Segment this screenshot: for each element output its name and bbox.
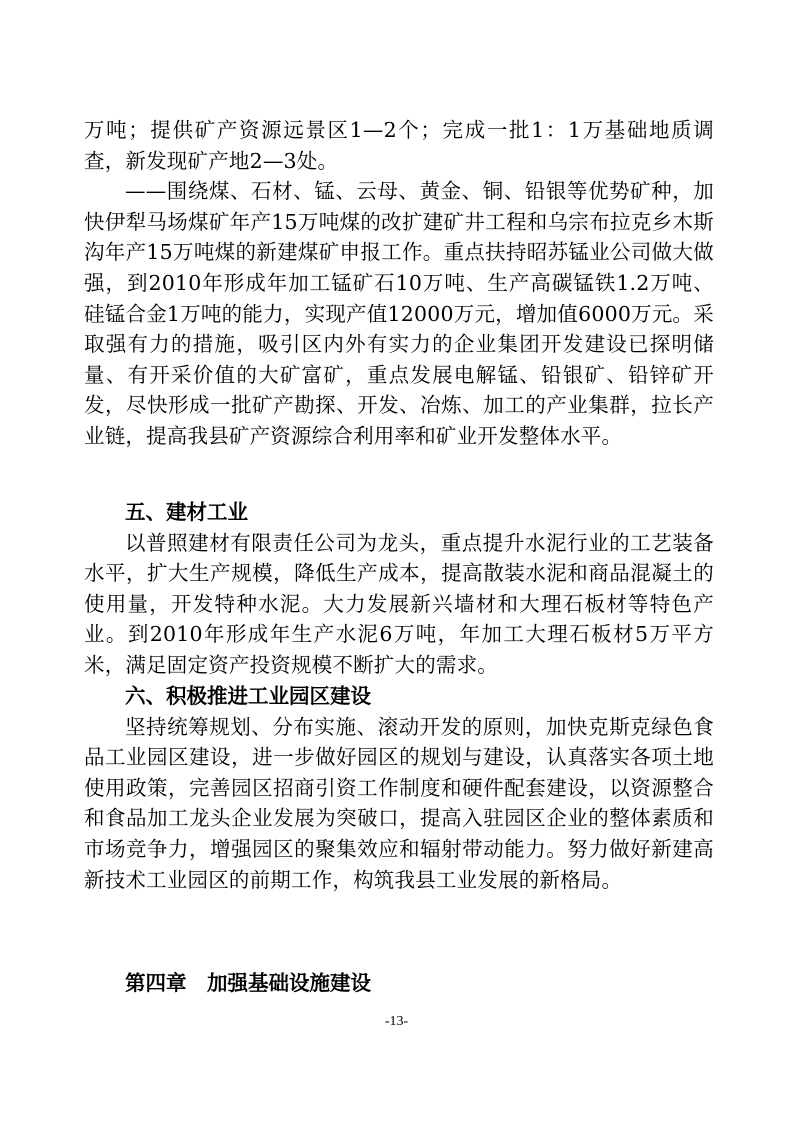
paragraph-continued: 万吨；提供矿产资源远景区1—2个；完成一批1：1万基础地质调查，新发现矿产地2—3处。 bbox=[84, 118, 714, 173]
text-block-industrial-park bbox=[84, 681, 714, 895]
section-heading-industrial-park: 六、积极推进工业园区建设 bbox=[125, 684, 371, 708]
section-heading-building-materials: 五、建材工业 bbox=[125, 500, 248, 524]
text-block-building-materials bbox=[84, 497, 714, 681]
chapter-title: 第四章 加强基础设施建设 bbox=[125, 971, 371, 995]
text-block-top bbox=[84, 115, 714, 452]
page-number: -13- bbox=[384, 1014, 409, 1029]
paragraph-building-materials: 以普照建材有限责任公司为龙头，重点提升水泥行业的工艺装备水平，扩大生产规模，降低生产成本，提高散装水泥和商品混凝土的使用量，开发特种水泥。大力发展新兴墙材和大理石板材等特色产业。到2010年形成年生产水泥6万吨，年加工大理石板材5万平方米，满足固定资产投资规模不断扩大的需求。 bbox=[84, 530, 714, 677]
paragraph-mining: ——围绕煤、石材、锰、云母、黄金、铜、铅银等优势矿种，加快伊犁马场煤矿年产15万吨煤的改扩建矿井工程和乌宗布拉克乡木斯沟年产15万吨煤的新建煤矿申报工作。重点扶持昭苏锰业公司做大做强，到2010年形成年加工锰矿石10万吨、生产高碳锰铁1.2万吨、硅锰合金1万吨的能力，实现产值12000万元，增加值6000万元。采取强有力的措施，吸引区内外有实力的企业集团开发建设已探明储量、有开采价值的大矿富矿，重点发展电解锰、铅银矿、铅锌矿开发，尽快形成一批矿产勘探、开发、冶炼、加工的产业集群，拉长产业链，提高我县矿产资源综合利用率和矿业开发整体水平。 bbox=[84, 179, 714, 448]
paragraph-industrial-park: 坚持统筹规划、分布实施、滚动开发的原则，加快克斯克绿色食品工业园区建设，进一步做好园区的规划与建设，认真落实各项土地使用政策，完善园区招商引资工作制度和硬件配套建设，以资源整合和食品加工龙头企业发展为突破口，提高入驻园区企业的整体素质和市场竞争力，增强园区的聚集效应和辐射带动能力。努力做好新建高新技术工业园区的前期工作，构筑我县工业发展的新格局。 bbox=[84, 714, 714, 892]
